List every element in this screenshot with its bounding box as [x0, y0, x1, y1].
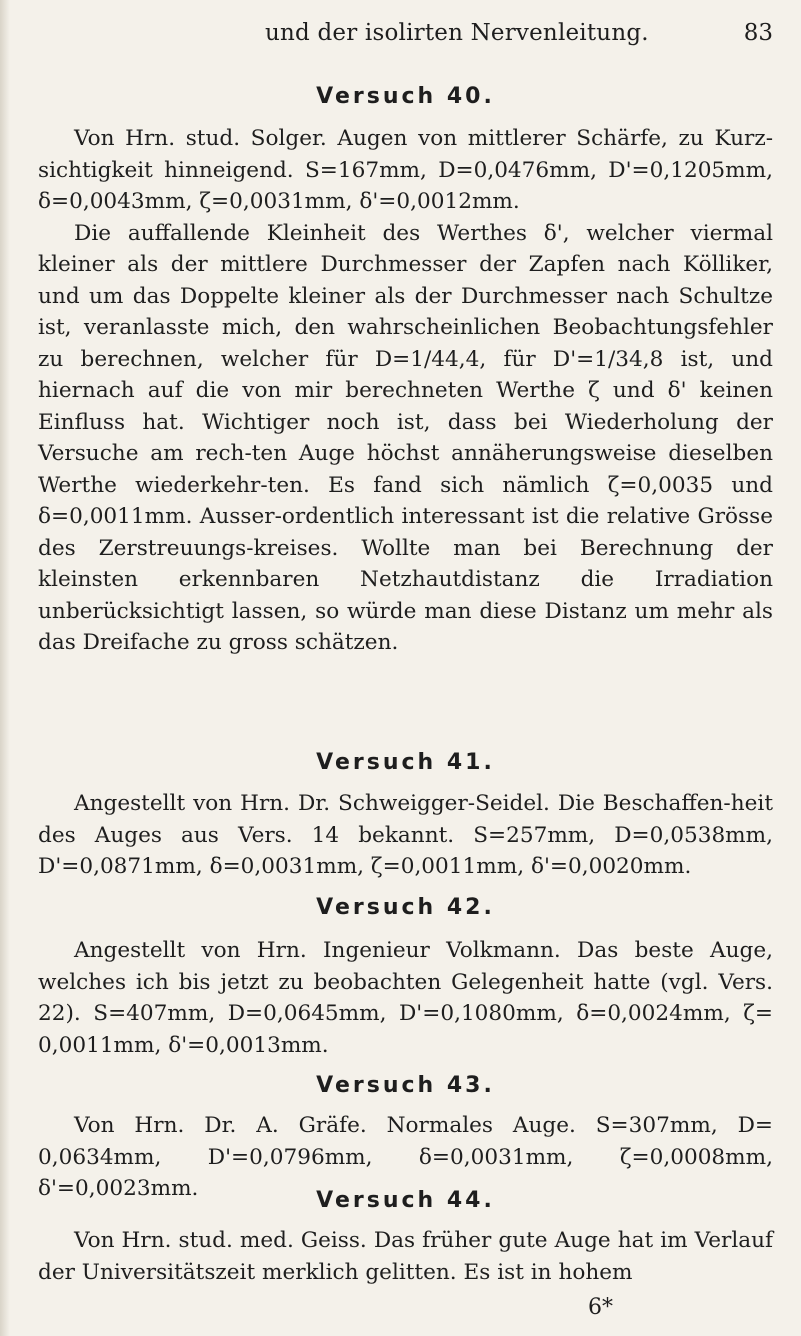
page-number: 83 — [743, 20, 773, 46]
paragraph: Angestellt von Hrn. Dr. Schweigger-Seidel. Die Beschaffen-heit des Auges aus Vers. 14 bekannt. S=257mm, D=0,0538mm, D'=0,0871mm, δ=0,0031mm, ζ=0,0011mm, δ'=0,0020mm. — [38, 791, 773, 879]
page-gutter-shadow — [0, 0, 10, 1336]
paragraph: Von Hrn. stud. Solger. Augen von mittlerer Schärfe, zu Kurz-sichtigkeit hinneigend. S=167mm, D=0,0476mm, D'=0,1205mm, δ=0,0043mm, ζ=0,0031mm, δ'=0,0012mm. — [38, 126, 773, 214]
section-versuch-44 — [38, 1188, 773, 1213]
section-versuch-40 — [38, 84, 773, 109]
signature-mark: 6* — [588, 1295, 613, 1320]
section-versuch-40-body — [38, 123, 773, 659]
paragraph: Von Hrn. stud. med. Geiss. Das früher gute Auge hat im Verlauf der Universitätszeit merklich gelitten. Es ist in hohem — [38, 1228, 773, 1285]
section-heading: Versuch 40. — [316, 84, 495, 109]
section-versuch-41 — [38, 750, 773, 775]
section-versuch-44-body — [38, 1225, 773, 1288]
paragraph: Angestellt von Hrn. Ingenieur Volkmann. Das beste Auge, welches ich bis jetzt zu beobachten Gelegenheit hatte (vgl. Vers. 22). S=407mm, D=0,0645mm, D'=0,1080mm, δ=0,0024mm, ζ= 0,0011mm, δ'=0,0013mm. — [38, 938, 773, 1058]
running-head — [0, 20, 801, 54]
section-heading: Versuch 44. — [316, 1188, 495, 1213]
section-heading: Versuch 41. — [316, 750, 495, 775]
section-versuch-42 — [38, 895, 773, 920]
section-heading: Versuch 42. — [316, 895, 495, 920]
running-title: und der isolirten Nervenleitung. — [265, 20, 649, 46]
section-versuch-43 — [38, 1073, 773, 1098]
paragraph: Von Hrn. Dr. A. Gräfe. Normales Auge. S=307mm, D= 0,0634mm, D'=0,0796mm, δ=0,0031mm, ζ=0,0008mm, δ'=0,0023mm. — [38, 1113, 773, 1201]
section-versuch-42-body — [38, 935, 773, 1061]
paragraph: Die auffallende Kleinheit des Werthes δ', welcher viermal kleiner als der mittlere Durchmesser der Zapfen nach Kölliker, und um das Doppelte kleiner als der Durchmesser nach Schultze ist, veranlasste mich, den wahrscheinlichen Beobachtungsfehler zu berechnen, welcher für D=1/44,4, für D'=1/34,8 ist, und hiernach auf die von mir berechneten Werthe ζ und δ' keinen Einfluss hat. Wichtiger noch ist, dass bei Wiederholung der Versuche am rech-ten Auge höchst annäherungsweise dieselben Werthe wiederkehr-ten. Es fand sich nämlich ζ=0,0035 und δ=0,0011mm. Ausser-ordentlich interessant ist die relative Grösse des Zerstreuungs-kreises. Wollte man bei Berechnung der kleinsten erkennbaren Netzhautdistanz die Irradiation unberücksichtigt lassen, so würde man diese Distanz um mehr als das Dreifache zu gross schätzen. — [38, 220, 773, 655]
section-versuch-41-body — [38, 788, 773, 883]
section-heading: Versuch 43. — [316, 1073, 495, 1098]
